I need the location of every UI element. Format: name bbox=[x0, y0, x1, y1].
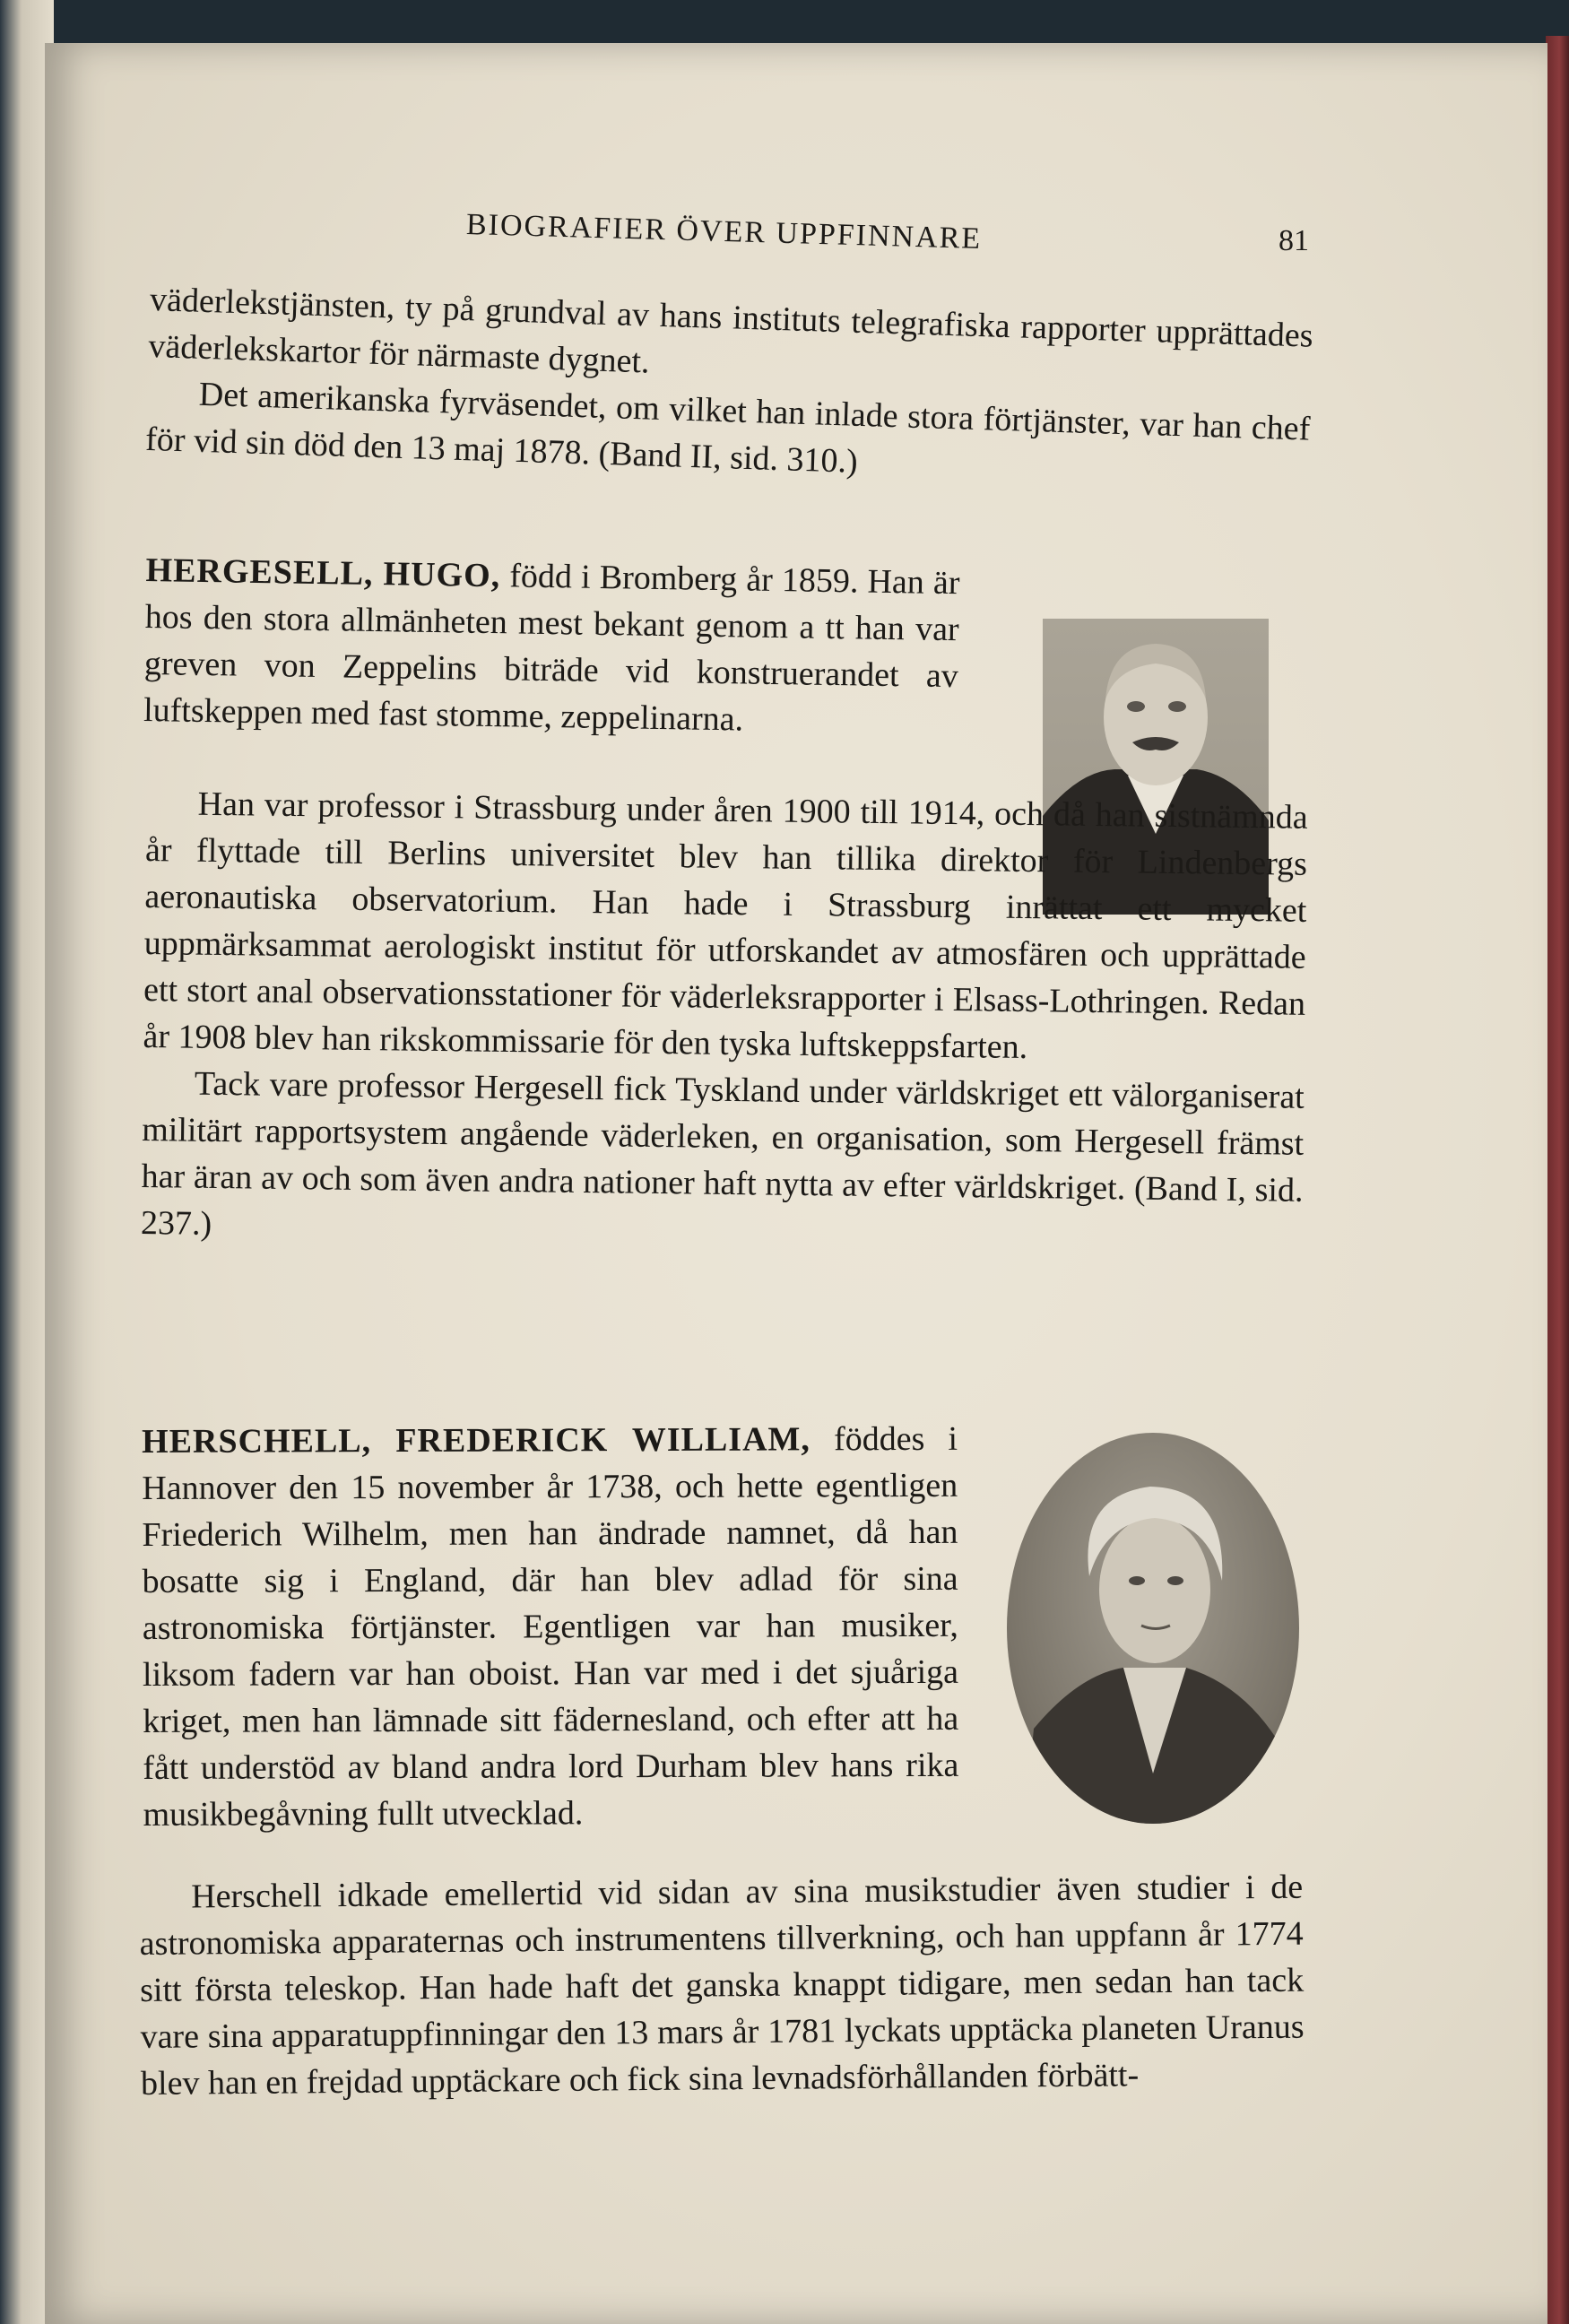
hergesell-paragraph-1 bbox=[143, 547, 960, 746]
running-head: BIOGRAFIER ÖVER UPPFINNARE bbox=[465, 208, 983, 256]
hergesell-name: HERGESELL, HUGO, bbox=[145, 551, 501, 595]
herschell-paragraph-2-block bbox=[139, 1864, 1305, 2107]
herschell-paragraph-1-text: föddes i Hannover den 15 november år 1738, och hette egentligen Friederich Wilhelm, men han ändrade namnet, då han bosatte sig i England, där han blev adlad för sina astronomiska förtjänster. Egentligen var han musiker, liksom fadern var han oboist. Han var med i det sjuåriga kriget, men han lämnade sitt fädernesland, och efter att ha fått understöd av bland andra lord Durham blev hans rika musikbegåvning fullt utvecklad. bbox=[142, 1419, 959, 1834]
intro-paragraph-1: väderlekstjänsten, ty på grundval av hans instituts telegrafiska rapporter upprättades väderlekskartor för närmaste dygnet. bbox=[147, 280, 1314, 381]
intro-section bbox=[144, 276, 1313, 499]
hergesell-paragraph-3: Tack vare professor Hergesell fick Tyskland under världskriget ett välorganiserat militärt rapportsystem angående väderleken, en organisation, som Hergesell främst har äran av och som även andra nationer haft nytta av efter världskriget. (Band I, sid. 237.) bbox=[140, 1064, 1305, 1243]
hergesell-paragraph-2-block bbox=[141, 780, 1308, 1261]
hergesell-paragraph-1-text: född i Bromberg år 1859. Han är hos den stora allmänheten mest bekant genom a tt han var greven von Zeppelins biträde vid konstruerandet av luftskeppen med fast stomme, zeppelinarna. bbox=[143, 557, 960, 739]
herschell-paragraph-1 bbox=[142, 1416, 959, 1838]
herschell-entry bbox=[142, 1416, 959, 1838]
herschell-portrait bbox=[1007, 1433, 1299, 1824]
intro-paragraph-2: Det amerikanska fyrväsendet, om vilket han inlade stora förtjänster, var han chef för vid sin död den 13 maj 1878. (Band II, sid. 310.) bbox=[144, 375, 1311, 481]
page-number: 81 bbox=[1279, 224, 1309, 257]
hergesell-paragraph-2: Han var professor i Strassburg under åren 1900 till 1914, och då han sistnämnda år flyttade till Berlins universitet blev han tillika direktor för Lindenbergs aeronautiska observatorium. Han hade i Strassburg inrättat ett mycket uppmärksammat aerologiskt institut för utforskandet av atmosfären och upprättade ett stort anal observationsstationer för väderleksrapporter i Elsass-Lothringen. Redan år 1908 blev han rikskommissarie för den tyska luftskeppsfarten. bbox=[143, 785, 1308, 1067]
herschell-name: HERSCHELL, FREDERICK WILLIAM, bbox=[142, 1420, 811, 1461]
book-cover-edge bbox=[1546, 36, 1569, 2324]
herschell-paragraph-2: Herschell idkade emellertid vid sidan av sina musikstudier även studier i de astronomiska apparaternas och instrumentens tillverkning, och han uppfann år 1774 sitt första teleskop. Han hade haft det ganska knappt tidigare, men sedan han tack vare sina apparatuppfinningar den 13 mars år 1781 lyckats upptäcka planeten Uranus blev han en frejdad upptäckare och fick sina levnadsförhållanden förbätt- bbox=[139, 1868, 1305, 2103]
herschell-portrait-image bbox=[1007, 1433, 1299, 1824]
hergesell-entry bbox=[143, 547, 960, 746]
